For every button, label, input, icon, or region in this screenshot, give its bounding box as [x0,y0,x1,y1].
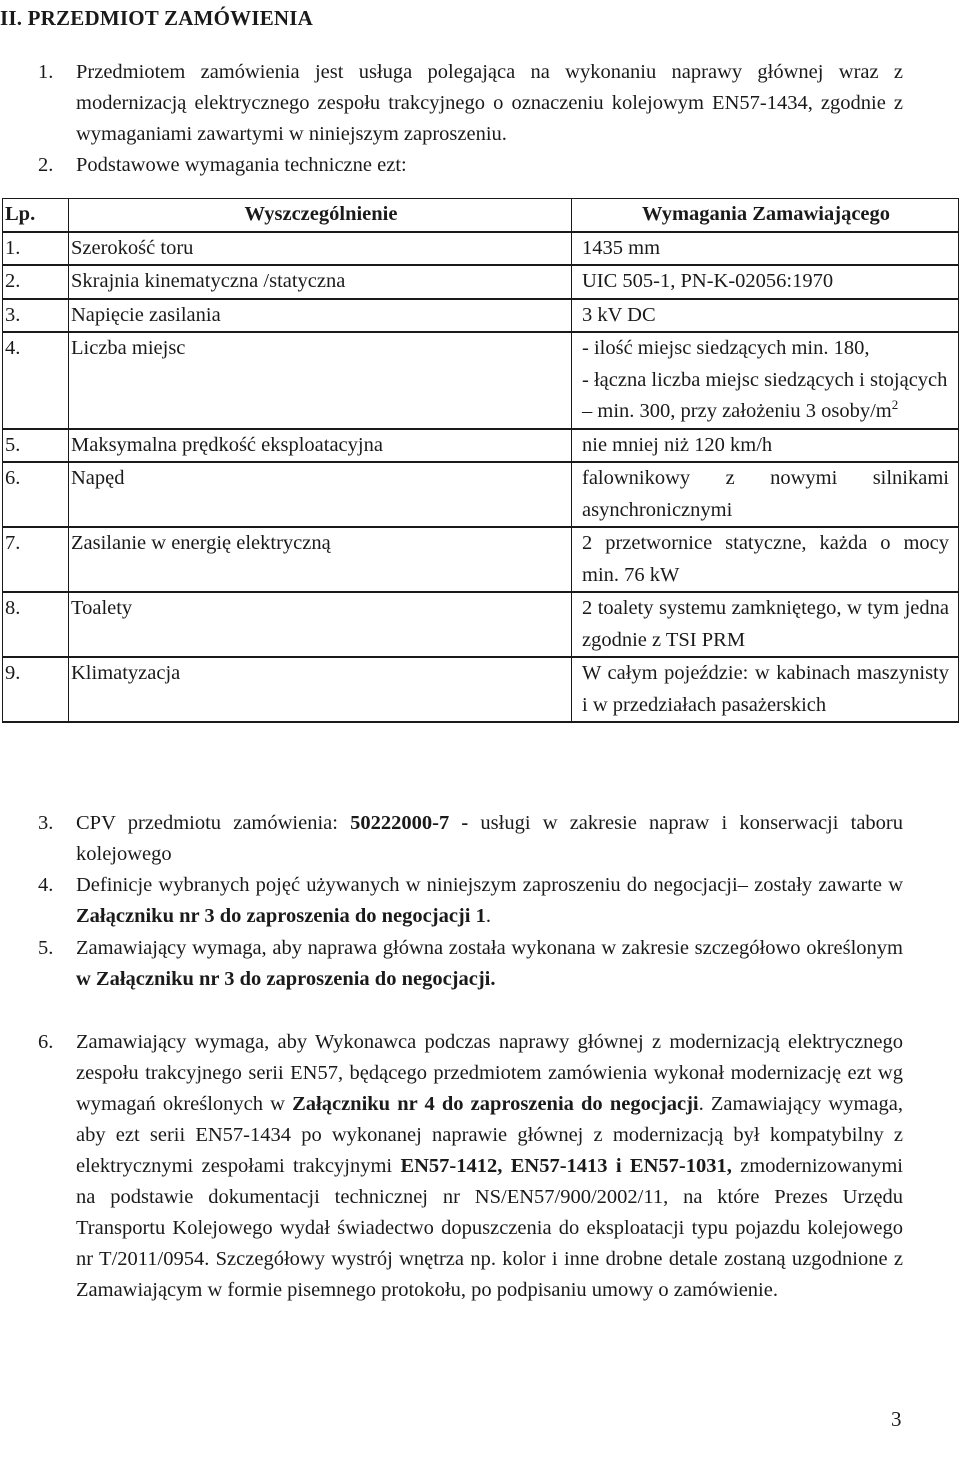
row-req: 1435 mm [572,232,959,266]
row-lp: 3. [3,299,69,333]
row-spec: Szerokość toru [69,232,572,266]
item-text: Definicje wybranych pojęć używanych w niniejszym zaproszeniu do negocjacji– zostały zawarte w Załączniku nr 3 do zaproszenia do negocjacji 1. [76,874,903,927]
item-number: 5. [38,937,54,959]
row-req: - ilość miejsc siedzących min. 180, - łączna liczba miejsc siedzących i stojących – min. 300, przy założeniu 3 osoby/$m^2$ [572,332,959,429]
row-spec: Zasilanie w energię elektryczną [69,527,572,592]
row-lp: 9. [3,657,69,722]
item-text: Zamawiający wymaga, aby naprawa główna została wykonana w zakresie szczegółowo określonym w Załączniku nr 3 do zaproszenia do negocjacji. [76,937,903,990]
row-lp: 6. [3,462,69,527]
header-lp: Lp. [3,199,69,232]
table-row [3,462,959,527]
row-req: falownikowy z nowymi silnikami asynchronicznymi [572,462,959,527]
item-text: Przedmiotem zamówienia jest usługa polegająca na wykonaniu naprawy głównej wraz z modernizacją elektrycznego zespołu trakcyjnego o oznaczeniu kolejowym EN57-1434, zgodnie z wymaganiami zawartymi w niniejszym zaproszeniu. [76,61,903,145]
row-spec: Klimatyzacja [69,657,572,722]
row-spec: Liczba miejsc [69,332,572,429]
row-spec: Maksymalna prędkość eksploatacyjna [69,429,572,463]
item-text: Zamawiający wymaga, aby Wykonawca podczas naprawy głównej z modernizacją elektrycznego zespołu trakcyjnego serii EN57, będącego przedmiotem zamówienia wykonał modernizację ezt wg wymagań określonych w Załączniku nr 4 do zaproszenia do negocjacji. Zamawiający wymaga, aby ezt serii EN57-1434 po wykonanej naprawie głównej z modernizacją był kompatybilny z elektrycznymi zespołami trakcyjnymi EN57-1412, EN57-1413 i EN57-1031, zmodernizowanymi na podstawie dokumentacji technicznej nr NS/EN57/900/2002/11, na które Prezes Urzędu Transportu Kolejowego wydał świadectwo dopuszczenia do eksploatacji typu pojazdu kolejowego nr T/2011/0954. Szczegółowy wystrój wnętrza np. kolor i inne drobne detale zostaną uzgodnione z Zamawiającym w formie pisemnego protokołu, po podpisaniu umowy o zamówienie. [76,1031,904,1301]
list-item-1 [0,57,903,150]
row-req: nie mniej niż 120 km/h [572,429,959,463]
list-item-2 [0,150,903,181]
table-row [3,592,959,657]
row-lp: 4. [3,332,69,429]
header-req: Wymagania Zamawiającego [572,199,959,232]
row-spec: Napęd [69,462,572,527]
row-lp: 1. [3,232,69,266]
table-row [3,232,959,266]
list-item-3 [0,808,903,870]
row-req: 3 kV DC [572,299,959,333]
item-number: 3. [38,812,54,834]
item-number: 2. [38,154,54,176]
row-lp: 5. [3,429,69,463]
item-number: 1. [38,61,54,83]
row-lp: 8. [3,592,69,657]
table-row [3,657,959,722]
list-item-4 [0,870,903,932]
row-req: W całym pojeździe: w kabinach maszynisty i w przedziałach pasażerskich [572,657,959,722]
row-lp: 7. [3,527,69,592]
row-spec: Toalety [69,592,572,657]
row-req: UIC 505-1, PN-K-02056:1970 [572,265,959,299]
item-text: CPV przedmiotu zamówienia: 50222000-7 - usługi w zakresie napraw i konserwacji taboru kolejowego [76,812,903,865]
table-row [3,299,959,333]
page-number: 3 [891,1407,902,1431]
row-lp: 2. [3,265,69,299]
table-header-row [3,199,959,232]
requirements-table [2,198,959,723]
item-text: Podstawowe wymagania techniczne ezt: [76,154,407,176]
row-req: 2 toalety systemu zamkniętego, w tym jedna zgodnie z TSI PRM [572,592,959,657]
table-row [3,527,959,592]
table-row [3,265,959,299]
list-item-6 [0,1027,903,1306]
row-spec: Skrajnia kinematyczna /statyczna [69,265,572,299]
table-row [3,332,959,429]
item-number: 6. [38,1031,54,1053]
header-spec: Wyszczególnienie [69,199,572,232]
list-item-5 [0,933,903,995]
item-number: 4. [38,874,54,896]
row-req: 2 przetwornice statyczne, każda o mocy min. 76 kW [572,527,959,592]
section-title: II. PRZEDMIOT ZAMÓWIENIA [0,6,314,30]
row-spec: Napięcie zasilania [69,299,572,333]
table-row [3,429,959,463]
